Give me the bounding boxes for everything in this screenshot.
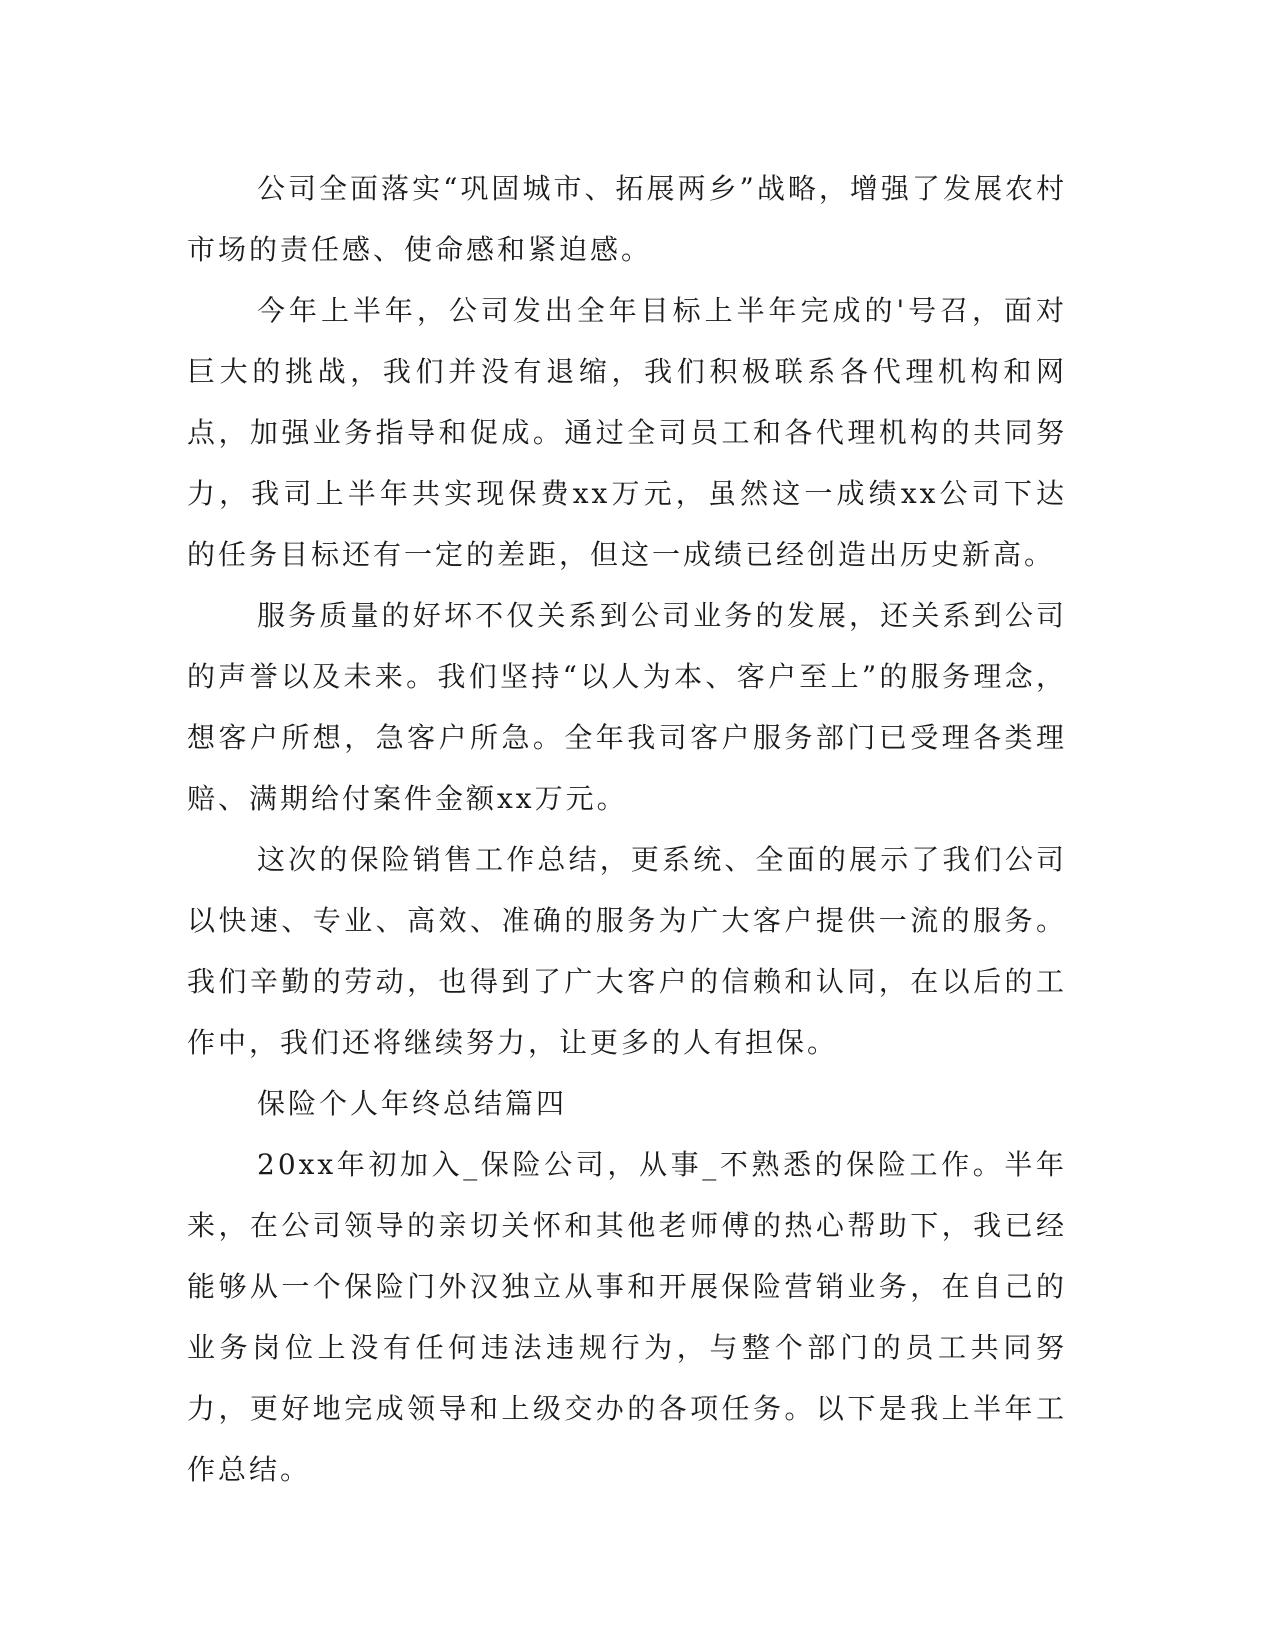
paragraph-summary: 这次的保险销售工作总结，更系统、全面的展示了我们公司以快速、专业、高效、准确的服务为广大客户提供一流的服务。我们辛勤的劳动，也得到了广大客户的信赖和认同，在以后的工作中，我们还将继续努力，让更多的人有担保。 [187,843,1067,1059]
paragraph-introduction: 20xx年初加入_保险公司，从事_不熟悉的保险工作。半年来，在公司领导的亲切关怀和其他老师傅的热心帮助下，我已经能够从一个保险门外汉独立从事和开展保险营销业务，在自己的业务岗位上没有任何违法违规行为，与整个部门的员工共同努力，更好地完成领导和上级交办的各项任务。以下是我上半年工作总结。 [187,1148,1067,1486]
paragraph-half-year-performance: 今年上半年，公司发出全年目标上半年完成的'号召，面对巨大的挑战，我们并没有退缩，我们积极联系各代理机构和网点，加强业务指导和促成。通过全司员工和各代理机构的共同努力，我司上半年共实现保费xx万元，虽然这一成绩xx公司下达的任务目标还有一定的差距，但这一成绩已经创造出历史新高。 [187,294,1067,571]
paragraph-strategy: 公司全面落实“巩固城市、拓展两乡”战略，增强了发展农村市场的责任感、使命感和紧迫感。 [187,172,1067,266]
document-body [187,158,1067,1500]
section-heading: 保险个人年终总结篇四 [257,1087,568,1120]
paragraph-service-quality: 服务质量的好坏不仅关系到公司业务的发展，还关系到公司的声誉以及未来。我们坚持“以人为本、客户至上”的服务理念，想客户所想，急客户所急。全年我司客户服务部门已受理各类理赔、满期给付案件金额xx万元。 [187,599,1067,815]
